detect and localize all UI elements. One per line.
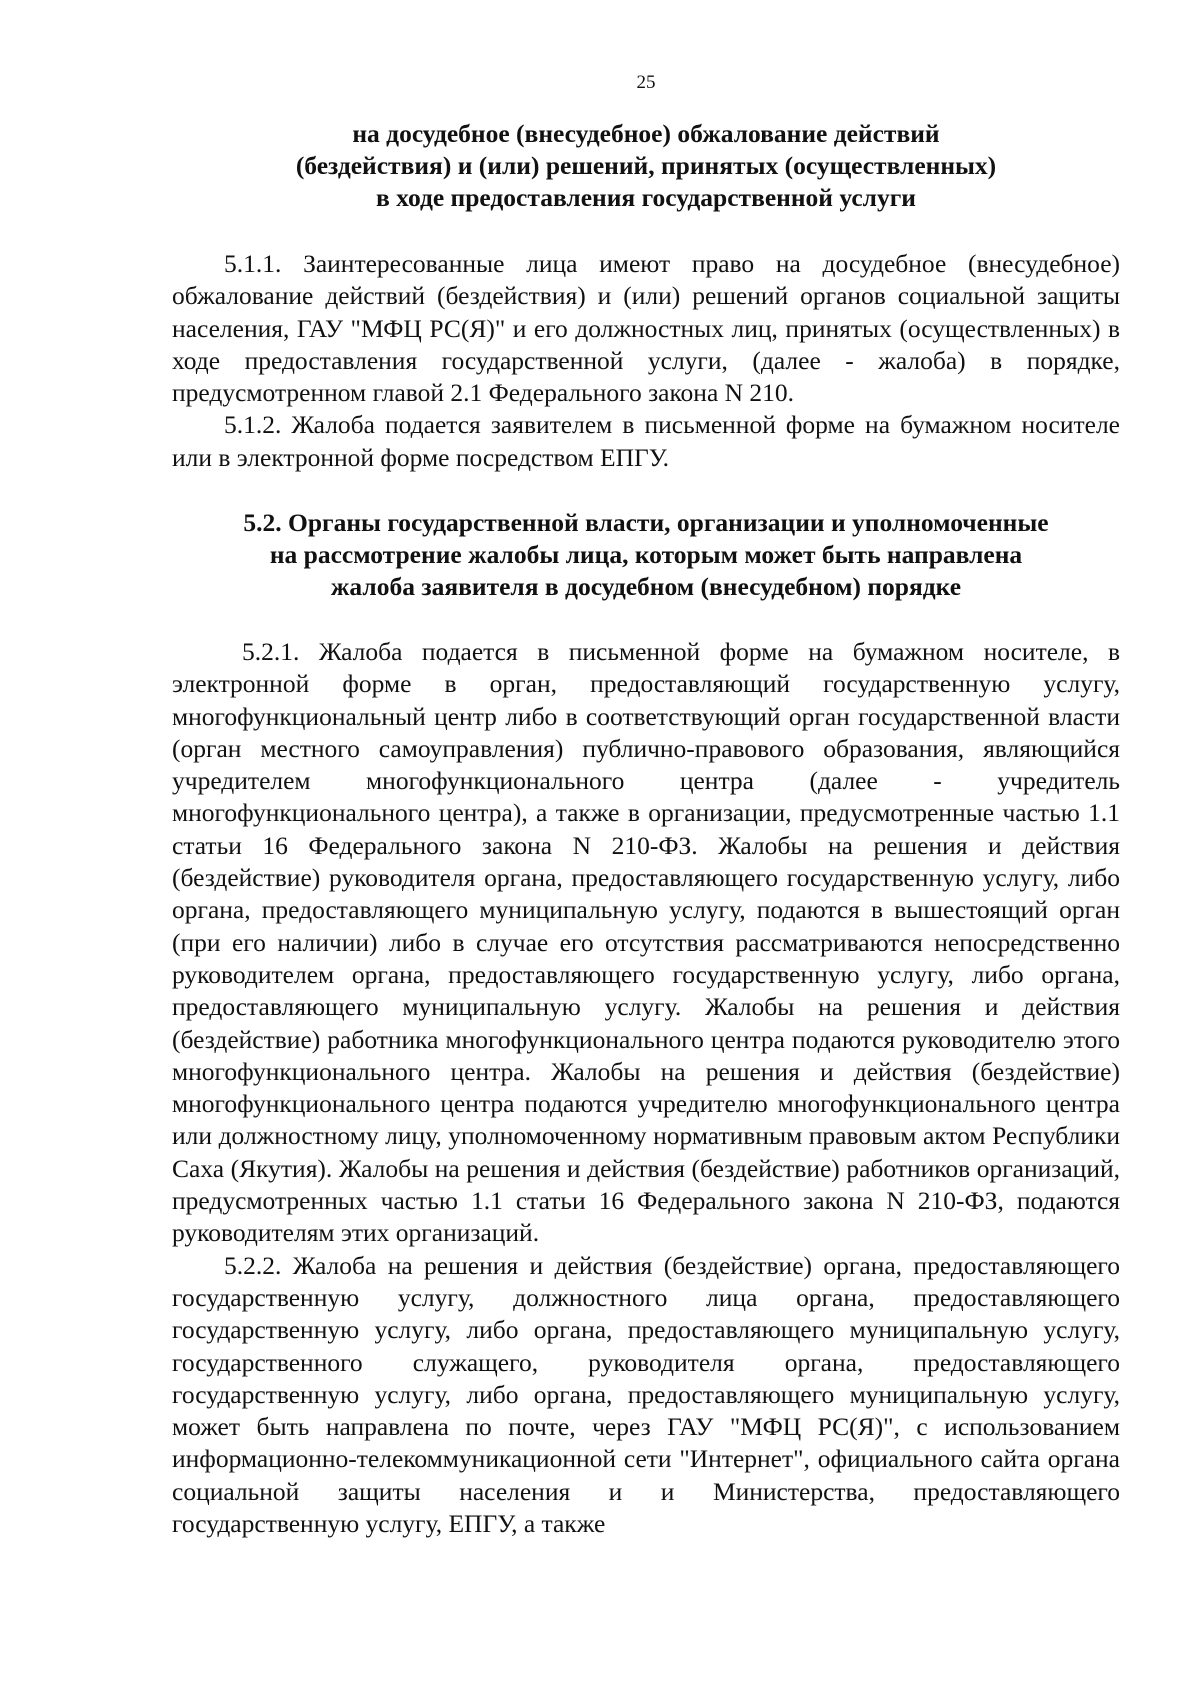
section-2-heading-line: жалоба заявителя в досудебном (внесудебном) порядке [330,572,962,601]
page-number: 25 [636,72,656,93]
paragraph-5-1-2: 5.1.2. Жалоба подается заявителем в письменной форме на бумажном носителе или в электронной форме посредством ЕПГУ. [172,410,1120,472]
section-2-heading-line: 5.2. Органы государственной власти, организации и уполномоченные [243,508,1049,537]
paragraph-5-2-2: 5.2.2. Жалоба на решения и действия (бездействие) органа, предоставляющего государственную услугу, должностного лица органа, предоставляющего государственную услугу, либо органа, предоставляющего муниципальную услугу, государственного служащего, руководителя органа, предоставляющего государственную услугу, либо органа, предоставляющего муниципальную услугу, может быть направлена по почте, через ГАУ "МФЦ РС(Я)", с использованием информационно-телекоммуникационной сети "Интернет", официального сайта органа социальной защиты населения и и Министерства, предоставляющего государственную услугу, ЕПГУ, а также [172,1250,1120,1539]
section-2-heading-line: на рассмотрение жалобы лица, которым может быть направлена [269,540,1023,569]
section-1-body [172,248,1120,474]
section-1-heading-line: на досудебное (внесудебное) обжалование действий [352,119,940,148]
section-2-body [172,636,1120,1540]
section-1-heading [172,118,1120,214]
paragraph-5-2-1: 5.2.1. Жалоба подается в письменной форме на бумажном носителе, в электронной форме в орган, предоставляющий государственную услугу, многофункциональный центр либо в соответствующий орган государственной власти (орган местного самоуправления) публично-правового образования, являющийся учредителем многофункционального центра (далее - учредитель многофункционального центра), а также в организации, предусмотренные частью 1.1 статьи 16 Федерального закона N 210-ФЗ. Жалобы на решения и действия (бездействие) руководителя органа, предоставляющего государственную услугу, либо органа, предоставляющего муниципальную услугу, подаются в вышестоящий орган (при его наличии) либо в случае его отсутствия рассматриваются непосредственно руководителем органа, предоставляющего государственную услугу, либо органа, предоставляющего муниципальную услугу. Жалобы на решения и действия (бездействие) работника многофункционального центра подаются руководителю этого многофункционального центра. Жалобы на решения и действия (бездействие) многофункционального центра подаются учредителю многофункционального центра или должностному лицу, уполномоченному нормативным правовым актом Республики Саха (Якутия). Жалобы на решения и действия (бездействие) работников организаций, предусмотренных частью 1.1 статьи 16 Федерального закона N 210-ФЗ, подаются руководителям этих организаций. [172,637,1120,1248]
section-1-heading-line: в ходе предоставления государственной услуги [376,183,916,212]
paragraph-5-1-1: 5.1.1. Заинтересованные лица имеют право на досудебное (внесудебное) обжалование действий (бездействия) и (или) решений органов социальной защиты населения, ГАУ "МФЦ РС(Я)" и его должностных лиц, принятых (осуществленных) в ходе предоставления государственной услуги, (далее - жалоба) в порядке, предусмотренном главой 2.1 Федерального закона N 210. [172,249,1120,408]
section-1-heading-line: (бездействия) и (или) решений, принятых (осуществленных) [295,151,997,180]
section-2-heading [172,507,1120,603]
